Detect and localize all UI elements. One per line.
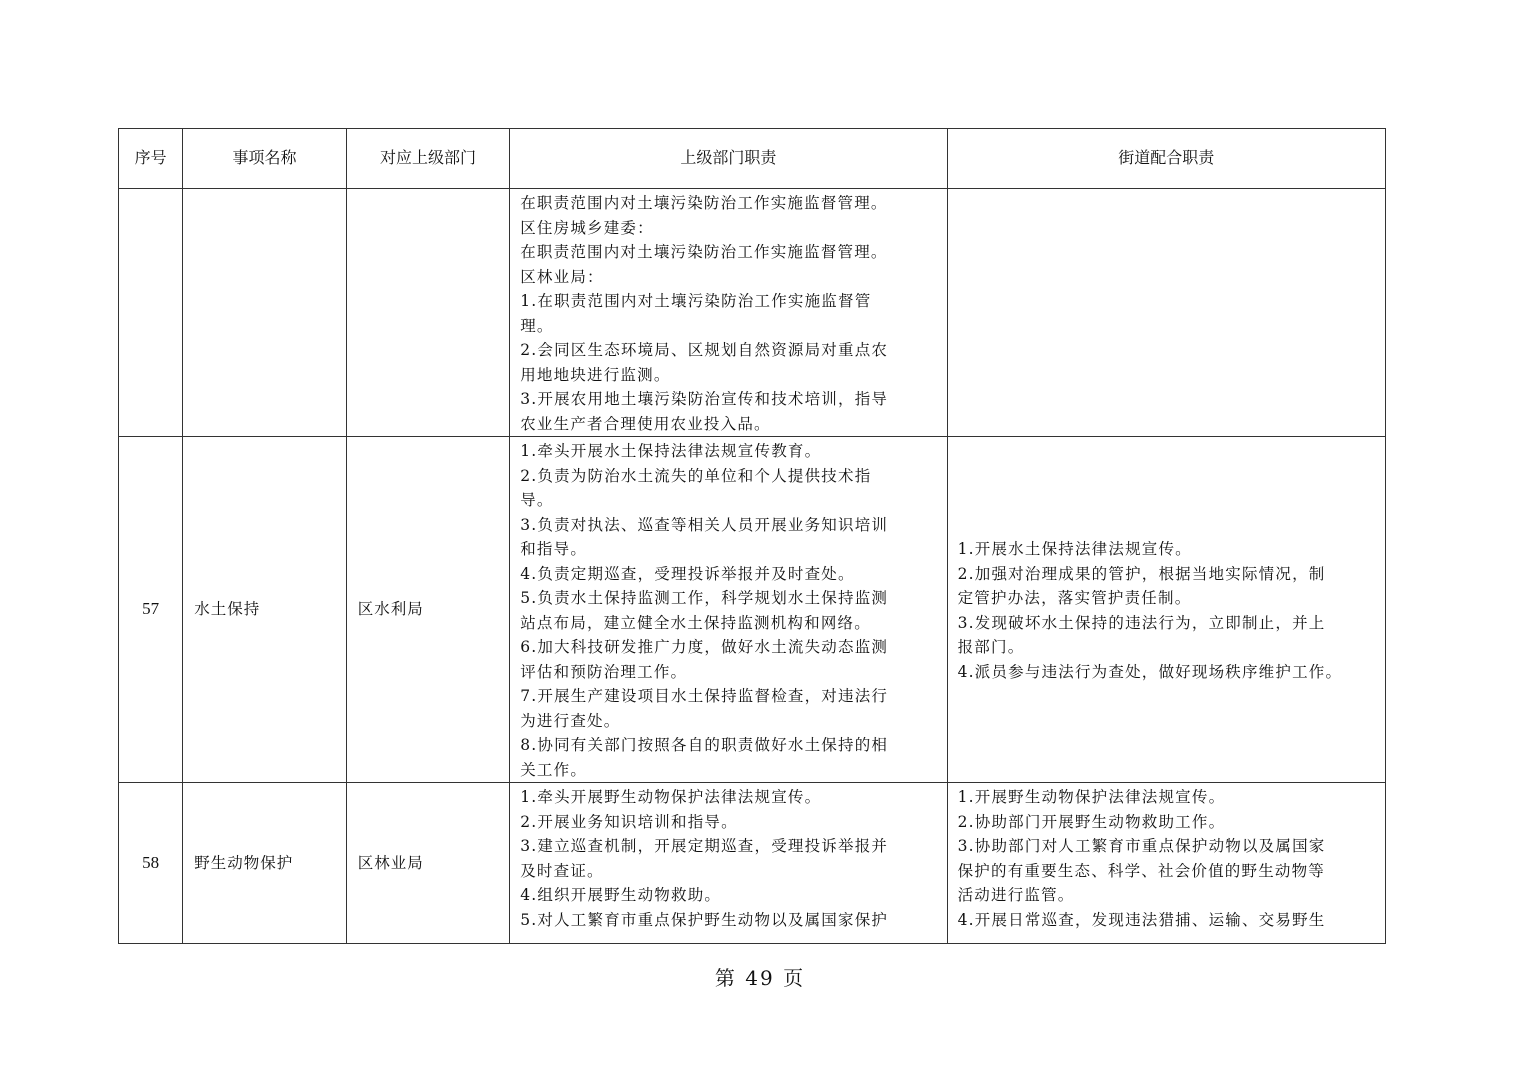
duty-line: 理。 [520,316,554,335]
cell-clip [958,785,1379,938]
duty-line: 4.派员参与违法行为查处，做好现场秩序维护工作。 [957,662,1343,681]
row-street-duties [947,189,1385,437]
duty-line: 在职责范围内对土壤污染防治工作实施监督管理。 [520,243,888,261]
cell-clip [520,785,940,938]
row-department: 区林业局 [346,783,510,944]
row-item-name: 野生动物保护 [183,783,347,944]
row-department: 区水利局 [346,437,510,783]
duty-line: 8.协同有关部门按照各自的职责做好水土保持的相 [520,736,889,754]
row-street-duties [947,437,1385,783]
page-number: 第 49 页 [714,966,806,990]
duty-line: 2.加强对治理成果的管护，根据当地实际情况，制 [957,564,1326,583]
duty-line: 关工作。 [520,760,588,779]
duty-line: 区住房城乡建委： [520,218,654,237]
duty-line: 1.牵头开展水土保持法律法规宣传教育。 [520,442,822,460]
header-superior-duties: 上级部门职责 [510,129,947,189]
duty-line: 农业生产者合理使用农业投入品。 [520,414,771,433]
row-number: 58 [119,783,183,944]
duty-line: 3.发现破坏水土保持的违法行为，立即制止，并上 [957,613,1326,632]
row-number [119,189,183,437]
row-superior-duties [510,189,947,437]
duty-line: 6.加大科技研发推广力度，做好水土流失动态监测 [520,638,889,656]
table-row [119,189,1386,437]
duty-line: 4.开展日常巡查，发现违法猎捕、运输、交易野生 [957,910,1326,929]
duty-line: 1.牵头开展野生动物保护法律法规宣传。 [520,788,822,806]
row-item-name [183,189,347,437]
duty-line: 在职责范围内对土壤污染防治工作实施监督管理。 [520,194,888,212]
duty-line: 和指导。 [520,540,588,558]
row-superior-duties [510,437,947,783]
duty-line: 2.协助部门开展野生动物救助工作。 [957,812,1226,831]
duty-line: 3.建立巡查机制，开展定期巡查，受理投诉举报并 [520,837,889,855]
duty-line: 7.开展生产建设项目水土保持监督检查，对违法行 [520,687,889,705]
duty-line: 4.负责定期巡查，受理投诉举报并及时查处。 [520,564,855,583]
row-number: 57 [119,437,183,783]
duty-line: 评估和预防治理工作。 [520,662,688,681]
header-item-name: 事项名称 [183,129,347,189]
duty-line: 1.开展野生动物保护法律法规宣传。 [957,788,1226,806]
duty-line: 1.在职责范围内对土壤污染防治工作实施监督管 [520,292,872,310]
table-header-row [119,129,1386,189]
duty-line: 2.开展业务知识培训和指导。 [520,812,738,831]
table-row [119,783,1386,944]
duty-line: 3.开展农用地土壤污染防治宣传和技术培训，指导 [520,390,889,408]
row-department [346,189,510,437]
duty-table [118,128,1386,944]
duty-line: 2.会同区生态环境局、区规划自然资源局对重点农 [520,341,889,359]
duty-line: 定管护办法，落实管护责任制。 [957,589,1192,607]
duty-line: 为进行查处。 [520,711,621,730]
duty-line: 用地地块进行监测。 [520,365,671,384]
header-street-duties: 街道配合职责 [947,129,1385,189]
duty-line: 2.负责为防治水土流失的单位和个人提供技术指 [520,466,872,485]
duty-line: 及时查证。 [520,861,604,880]
row-street-duties [947,783,1385,944]
row-item-name: 水土保持 [183,437,347,783]
duty-line: 5.负责水土保持监测工作，科学规划水土保持监测 [520,589,889,607]
duty-line: 站点布局，建立健全水土保持监测机构和网络。 [520,613,871,632]
duty-line: 5.对人工繁育市重点保护野生动物以及属国家保护 [520,910,889,929]
duty-line: 活动进行监管。 [957,886,1075,904]
header-serial-number: 序号 [119,129,183,189]
duty-line: 3.协助部门对人工繁育市重点保护动物以及属国家 [957,837,1326,855]
duty-line: 3.负责对执法、巡查等相关人员开展业务知识培训 [520,515,889,534]
header-superior-department: 对应上级部门 [346,129,510,189]
table-row [119,437,1386,783]
duty-line: 报部门。 [957,638,1025,656]
row-superior-duties [510,783,947,944]
duty-line: 4.组织开展野生动物救助。 [520,886,722,904]
duty-line: 区林业局： [520,267,604,286]
duty-line: 保护的有重要生态、科学、社会价值的野生动物等 [957,861,1325,880]
duty-line: 导。 [520,491,554,509]
duty-line: 1.开展水土保持法律法规宣传。 [957,540,1192,558]
